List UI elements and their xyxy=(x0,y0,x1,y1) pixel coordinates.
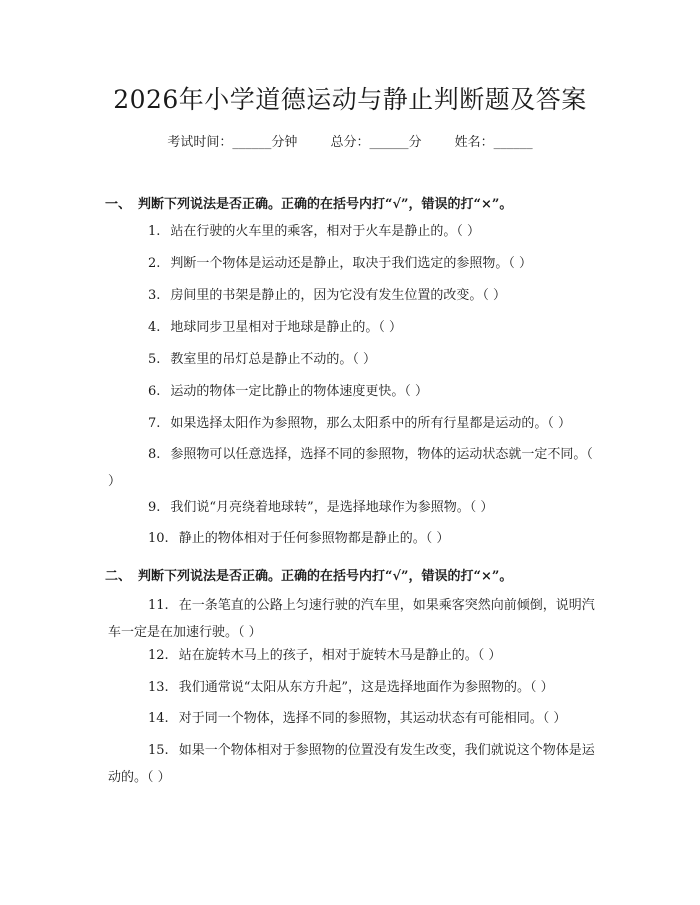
question-number: 8. xyxy=(148,447,161,462)
question-number: 1. xyxy=(148,224,161,239)
question-item xyxy=(108,525,598,552)
question-text: 对于同一个物体，选择不同的参照物，其运动状态有可能相同。（ ） xyxy=(178,711,567,726)
time-blank: ______ xyxy=(232,135,272,150)
question-number: 7. xyxy=(148,416,161,431)
question-item xyxy=(108,674,598,701)
score-unit: 分 xyxy=(408,135,422,150)
section-number: 二、 xyxy=(105,569,132,584)
question-number: 6. xyxy=(148,384,161,399)
question-text: 运动的物体一定比静止的物体速度更快。（ ） xyxy=(170,384,429,399)
question-text: 如果选择太阳作为参照物，那么太阳系中的所有行星都是运动的。（ ） xyxy=(170,416,572,431)
question-item xyxy=(108,378,598,405)
question-text: 在一条笔直的公路上匀速行驶的汽车里，如果乘客突然向前倾倒，说明汽车一定是在加速行驶。（ ） xyxy=(108,598,595,640)
question-text: 地球同步卫星相对于地球是静止的。（ ） xyxy=(170,320,403,335)
question-number: 14. xyxy=(148,711,169,726)
question-item xyxy=(108,282,598,309)
question-item xyxy=(108,592,598,646)
question-item xyxy=(108,642,598,669)
question-item xyxy=(108,737,598,791)
question-number: 12. xyxy=(148,648,169,663)
question-item xyxy=(108,314,598,341)
question-item xyxy=(108,441,598,495)
name-label: 姓名： xyxy=(454,135,494,150)
question-number: 15. xyxy=(148,743,169,758)
section-heading-1 xyxy=(105,193,512,212)
question-item xyxy=(108,250,598,277)
section-instruction: 判断下列说法是否正确。正确的在括号内打“√”，错误的打“×”。 xyxy=(138,197,513,212)
question-number: 4. xyxy=(148,320,161,335)
question-text: 房间里的书架是静止的，因为它没有发生位置的改变。（ ） xyxy=(170,288,507,303)
question-text: 我们通常说“太阳从东方升起”，这是选择地面作为参照物的。（ ） xyxy=(178,680,554,695)
section-heading-2 xyxy=(105,565,512,584)
time-label: 考试时间： xyxy=(167,135,233,150)
question-text: 我们说“月亮绕着地球转”，是选择地球作为参照物。（ ） xyxy=(170,500,494,515)
name-blank: ______ xyxy=(493,135,533,150)
time-unit: 分钟 xyxy=(271,135,298,150)
score-label: 总分： xyxy=(330,135,370,150)
question-text: 教室里的吊灯总是静止不动的。（ ） xyxy=(170,352,377,367)
page-title: 2026年小学道德运动与静止判断题及答案 xyxy=(113,85,587,114)
question-item xyxy=(108,705,598,732)
section-instruction: 判断下列说法是否正确。正确的在括号内打“√”，错误的打“×”。 xyxy=(138,569,513,584)
question-text: 站在旋转木马上的孩子，相对于旋转木马是静止的。（ ） xyxy=(178,648,502,663)
question-text: 判断一个物体是运动还是静止，取决于我们选定的参照物。（ ） xyxy=(170,256,533,271)
question-item xyxy=(108,346,598,373)
question-text: 静止的物体相对于任何参照物都是静止的。（ ） xyxy=(178,531,450,546)
question-text: 如果一个物体相对于参照物的位置没有发生改变，我们就说这个物体是运动的。（ ） xyxy=(108,743,595,785)
question-item xyxy=(108,410,598,437)
question-number: 10. xyxy=(148,531,169,546)
question-item xyxy=(108,494,598,521)
question-number: 11. xyxy=(148,598,169,613)
exam-meta xyxy=(0,131,700,150)
question-number: 2. xyxy=(148,256,161,271)
score-blank: ______ xyxy=(369,135,409,150)
question-text: 站在行驶的火车里的乘客，相对于火车是静止的。（ ） xyxy=(170,224,481,239)
section-number: 一、 xyxy=(105,197,132,212)
question-number: 9. xyxy=(148,500,161,515)
question-item xyxy=(108,218,598,245)
question-number: 3. xyxy=(148,288,161,303)
question-text: 参照物可以任意选择，选择不同的参照物，物体的运动状态就一定不同。（ ） xyxy=(108,447,593,489)
question-number: 5. xyxy=(148,352,161,367)
question-number: 13. xyxy=(148,680,169,695)
